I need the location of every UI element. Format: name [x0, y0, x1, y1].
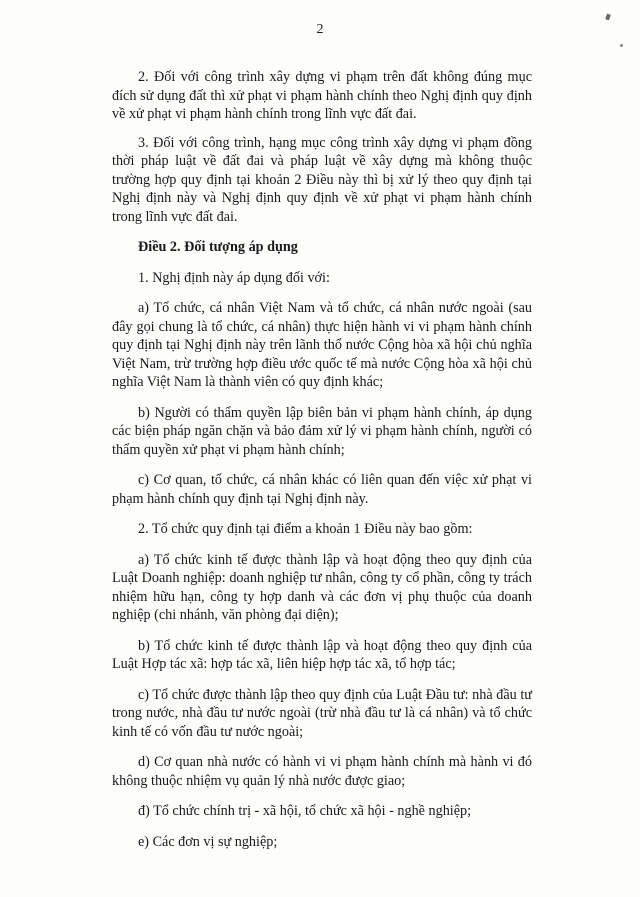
paragraph: b) Tổ chức kinh tế được thành lập và hoạt động theo quy định của Luật Hợp tác xã: hợp tác xã, liên hiệp hợp tác xã, tổ hợp tác; [112, 637, 532, 672]
paragraph: 3. Đối với công trình, hạng mục công trình xây dựng vi phạm đồng thời pháp luật về đất đai và pháp luật về xây dựng mà không thuộc trường hợp quy định tại khoản 2 Điều này thì bị xử lý theo quy định tại Nghị định này và Nghị định quy định về xử phạt vi phạm hành chính trong lĩnh vực đất đai. [112, 134, 532, 225]
page-number: 2 [316, 22, 324, 37]
paragraph: d) Cơ quan nhà nước có hành vi vi phạm hành chính mà hành vi đó không thuộc nhiệm vụ quản lý nhà nước được giao; [112, 754, 532, 789]
paragraph: 2. Tổ chức quy định tại điểm a khoản 1 Điều này bao gồm: [138, 521, 473, 537]
paragraph: a) Tổ chức kinh tế được thành lập và hoạt động theo quy định của Luật Doanh nghiệp: doanh nghiệp tư nhân, công ty cổ phần, công ty trách nhiệm hữu hạn, công ty hợp danh và các đơn vị phụ thuộc của doanh nghiệp (chi nhánh, văn phòng đại diện); [112, 551, 532, 623]
paragraph: c) Tổ chức được thành lập theo quy định của Luật Đầu tư: nhà đầu tư trong nước, nhà đầu tư nước ngoài (trừ nhà đầu tư là cá nhân) và tổ chức kinh tế có vốn đầu tư nước ngoài; [112, 686, 532, 740]
paragraph: e) Các đơn vị sự nghiệp; [138, 833, 278, 850]
paragraph: c) Cơ quan, tổ chức, cá nhân khác có liên quan đến việc xử phạt vi phạm hành chính quy định tại Nghị định này. [112, 472, 532, 507]
document-body [112, 68, 532, 851]
paragraph: đ) Tổ chức chính trị - xã hội, tổ chức xã hội - nghề nghiệp; [138, 803, 472, 819]
paragraph: a) Tổ chức, cá nhân Việt Nam và tổ chức, cá nhân nước ngoài (sau đây gọi chung là tổ chức, cá nhân) thực hiện hành vi vi phạm hành chính quy định tại Nghị định này trên lãnh thổ nước Cộng hòa xã hội chủ nghĩa Việt Nam, trừ trường hợp điều ước quốc tế mà nước Cộng hòa xã hội chủ nghĩa Việt Nam là thành viên có quy định khác; [112, 300, 532, 390]
article-heading: Điều 2. Đối tượng áp dụng [138, 239, 298, 255]
paragraph: b) Người có thẩm quyền lập biên bản vi phạm hành chính, áp dụng các biện pháp ngăn chặn và bảo đảm xử lý vi phạm hành chính, người có thẩm quyền xử phạt vi phạm hành chính; [112, 404, 532, 458]
paragraph: 1. Nghị định này áp dụng đối với: [138, 269, 330, 286]
scan-mark [620, 44, 623, 47]
paragraph: 2. Đối với công trình xây dựng vi phạm trên đất không đúng mục đích sử dụng đất thì xử phạt vi phạm hành chính theo Nghị định quy định về xử phạt vi phạm hành chính trong lĩnh vực đất đai. [112, 69, 532, 122]
scan-mark [605, 13, 611, 20]
